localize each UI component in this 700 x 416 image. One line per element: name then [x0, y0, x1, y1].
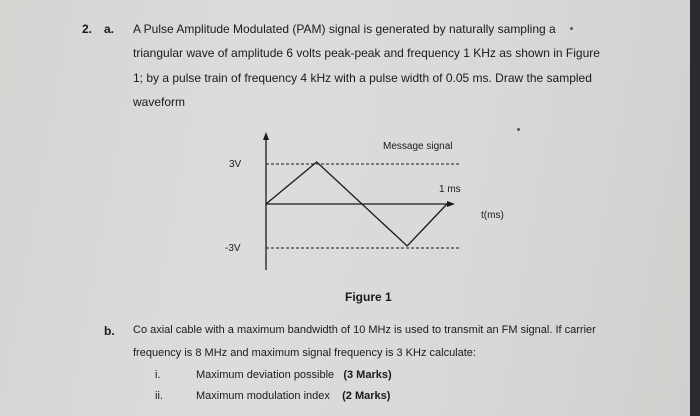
part-a-line-4: waveform [133, 95, 186, 109]
y-label-negative: -3V [225, 243, 241, 254]
part-a-line-3: 1; by a pulse train of frequency 4 kHz with a pulse width of 0.05 ms. Draw the sampled [133, 71, 592, 85]
x-axis-label: t(ms) [481, 210, 504, 221]
speck-mark [517, 128, 520, 131]
question-number: 2. [82, 22, 93, 36]
part-b-label: b. [104, 324, 115, 338]
part-b-line-1: Co axial cable with a maximum bandwidth of 10 MHz is used to transmit an FM signal. If carrier [133, 324, 596, 336]
item-marks: (2 Marks) [342, 390, 391, 402]
item-numeral: i. [155, 369, 161, 381]
item-text [196, 390, 390, 402]
item-marks: (3 Marks) [343, 369, 392, 381]
period-label: 1 ms [439, 184, 461, 195]
item-text [196, 369, 392, 381]
part-a-line-1: A Pulse Amplitude Modulated (PAM) signal is generated by naturally sampling a [133, 22, 556, 36]
y-axis-arrow [263, 132, 269, 140]
item-description: Maximum modulation index [196, 390, 330, 402]
part-a-label: a. [104, 22, 115, 36]
item-numeral: ii. [155, 390, 163, 402]
part-a-line-2: triangular wave of amplitude 6 volts peak-peak and frequency 1 KHz as shown in Figure [133, 46, 600, 60]
item-description: Maximum deviation possible [196, 369, 335, 381]
x-axis-arrow [447, 201, 455, 207]
part-b-line-2: frequency is 8 MHz and maximum signal frequency is 3 KHz calculate: [133, 347, 476, 359]
speck-mark [570, 27, 573, 30]
monitor-bezel [690, 0, 700, 416]
message-signal-figure [215, 130, 505, 280]
figure-title: Message signal [383, 141, 453, 152]
y-label-positive: 3V [229, 159, 242, 170]
figure-caption: Figure 1 [345, 290, 392, 304]
